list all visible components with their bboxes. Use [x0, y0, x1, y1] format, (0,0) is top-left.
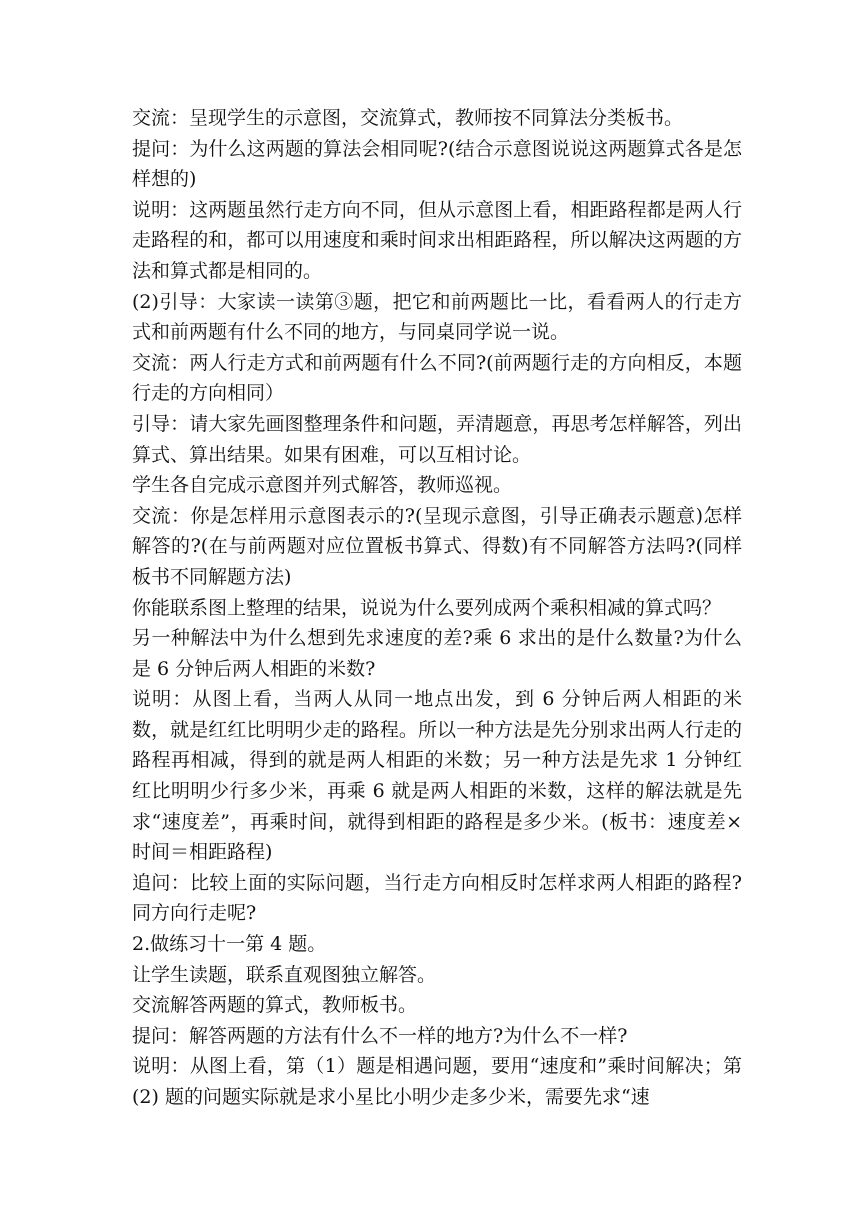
paragraph: 引导：请大家先画图整理条件和问题，弄清题意，再思考怎样解答，列出算式、算出结果。如果有困难，可以互相讨论。: [132, 412, 742, 466]
paragraph: 交流：两人行走方式和前两题有什么不同?(前两题行走的方向相反，本题行走的方向相同）: [132, 351, 742, 405]
paragraph: 让学生读题，联系直观图独立解答。: [132, 963, 437, 986]
paragraph: 说明：从图上看，第（1）题是相遇问题，要用“速度和”乘时间解决；第(2) 题的问题实际就是求小星比小明少走多少米，需要先求“速: [132, 1055, 742, 1108]
paragraph: 追问：比较上面的实际问题，当行走方向相反时怎样求两人相距的路程?同方向行走呢?: [132, 871, 742, 925]
paragraph: 说明：从图上看，当两人从同一地点出发，到 6 分钟后两人相距的米数，就是红红比明明少走的路程。所以一种方法是先分别求出两人行走的路程再相减，得到的就是两人相距的米数；另一种方法是先求 1 分钟红红比明明少行多少米，再乘 6 就是两人相距的米数，这样的解法就是先求“速度差”，再乘时间，就得到相距的路程是多少米。(板书：速度差×时间＝相距路程): [132, 688, 742, 864]
paragraph: 说明：这两题虽然行走方向不同，但从示意图上看，相距路程都是两人行走路程的和，都可以用速度和乘时间求出相距路程，所以解决这两题的方法和算式都是相同的。: [132, 198, 742, 282]
paragraph: 提问：为什么这两题的算法会相同呢?(结合示意图说说这两题算式各是怎样想的): [132, 137, 742, 191]
paragraph: 交流：呈现学生的示意图，交流算式，教师按不同算法分类板书。: [132, 107, 684, 129]
paragraph: 你能联系图上整理的结果，说说为什么要列成两个乘积相减的算式吗？: [132, 596, 722, 619]
paragraph: 2.做练习十一第 4 题。: [132, 933, 327, 956]
paragraph: 交流：你是怎样用示意图表示的?(呈现示意图，引导正确表示题意)怎样解答的?(在与前两题对应位置板书算式、得数)有不同解答方法吗?(同样板书不同解题方法): [132, 504, 742, 588]
paragraph: (2)引导：大家读一读第③题，把它和前两题比一比，看看两人的行走方式和前两题有什么不同的地方，与同桌同学说一说。: [132, 290, 742, 344]
document-body: [132, 103, 742, 1113]
paragraph: 提问：解答两题的方法有什么不一样的地方?为什么不一样?: [132, 1024, 628, 1047]
paragraph: 学生各自完成示意图并列式解答，教师巡视。: [132, 474, 513, 497]
paragraph: 另一种解法中为什么想到先求速度的差?乘 6 求出的是什么数量?为什么是 6 分钟后两人相距的米数?: [132, 627, 742, 680]
paragraph: 交流解答两题的算式，教师板书。: [132, 994, 418, 1017]
